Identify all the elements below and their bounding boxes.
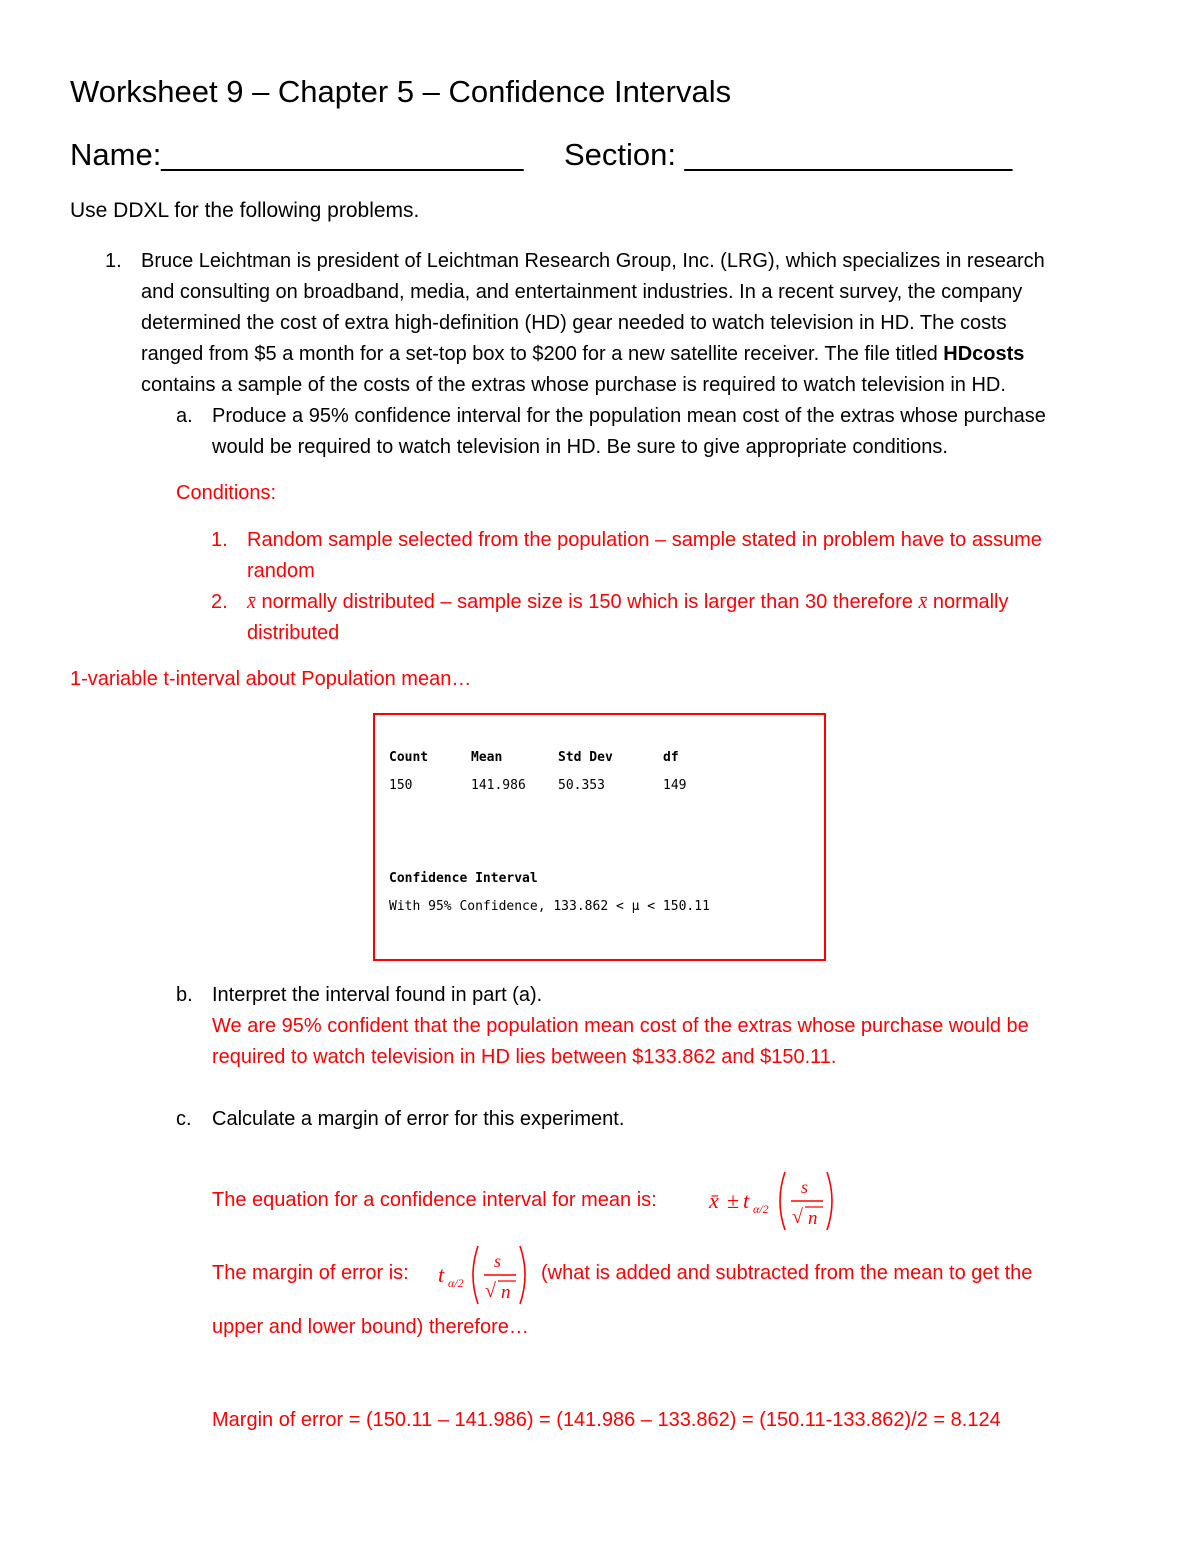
ci-equation-text: The equation for a confidence interval for mean is: xyxy=(212,1189,657,1211)
xbar-symbol: x̄ xyxy=(918,591,928,613)
problem-text-line-4-plain: ranged from $5 a month for a set-top box to $200 for a new satellite receiver. The file titled xyxy=(141,343,944,365)
condition-1-line-2: random xyxy=(247,560,315,582)
ci-formula xyxy=(705,1166,845,1236)
t-interval-heading: 1-variable t-interval about Population mean… xyxy=(70,668,472,690)
value-df: 149 xyxy=(663,778,687,793)
left-paren xyxy=(780,1172,785,1230)
formula-sqrt: √ xyxy=(485,1280,496,1302)
conditions-heading: Conditions: xyxy=(176,482,277,504)
condition-2-text-a: normally distributed – sample size is 150 which is larger than 30 therefore xyxy=(261,591,913,613)
value-mean: 141.986 xyxy=(471,778,526,793)
header-count: Count xyxy=(389,750,429,765)
value-std-dev: 50.353 xyxy=(558,778,605,793)
moe-text: The margin of error is: xyxy=(212,1262,409,1284)
part-b-answer-line-2: required to watch television in HD lies between $133.862 and $150.11. xyxy=(212,1046,837,1068)
file-name: HDcosts xyxy=(943,343,1025,365)
value-count: 150 xyxy=(389,778,413,793)
moe-note-line-2: upper and lower bound) therefore… xyxy=(212,1316,529,1338)
header-df: df xyxy=(663,750,679,765)
moe-formula xyxy=(432,1240,532,1310)
moe-final: Margin of error = (150.11 – 141.986) = (141.986 – 133.862) = (150.11-133.862)/2 = 8.124 xyxy=(212,1409,1001,1431)
part-b-question: Interpret the interval found in part (a). xyxy=(212,984,543,1006)
part-c-letter: c. xyxy=(176,1108,192,1130)
formula-sqrt: √ xyxy=(792,1206,803,1228)
formula-n: n xyxy=(808,1208,818,1229)
part-a-line-1: Produce a 95% confidence interval for the population mean cost of the extras whose purchase xyxy=(212,405,1046,427)
condition-2-line-2: distributed xyxy=(247,622,340,644)
moe-note: (what is added and subtracted from the mean to get the xyxy=(541,1262,1033,1284)
condition-1-line-1: Random sample selected from the population – sample stated in problem have to assume xyxy=(247,529,1042,551)
formula-xbar: x̄ xyxy=(709,1188,719,1213)
part-a-line-2: would be required to watch television in HD. Be sure to give appropriate conditions. xyxy=(212,436,948,458)
condition-2-text-b: normally xyxy=(932,591,1009,613)
formula-subscript: α/2 xyxy=(753,1202,769,1216)
page-title: Worksheet 9 – Chapter 5 – Confidence Intervals xyxy=(70,74,732,109)
problem-text-line-1: Bruce Leichtman is president of Leichtman Research Group, Inc. (LRG), which specializes in research xyxy=(141,250,1045,272)
formula-pm: ± xyxy=(727,1188,740,1213)
ddxl-output-box xyxy=(373,713,826,961)
right-paren xyxy=(520,1246,525,1304)
problem-text-line-3: determined the cost of extra high-definition (HD) gear needed to watch television in HD. The costs xyxy=(141,312,1007,334)
ci-heading: Confidence Interval xyxy=(389,871,538,886)
formula-n: n xyxy=(501,1282,511,1303)
section-field-label: Section: ___________________ xyxy=(564,137,1013,172)
ci-result: With 95% Confidence, 133.862 < μ < 150.11 xyxy=(389,899,710,914)
problem-text-line-2: and consulting on broadband, media, and entertainment industries. In a recent survey, the company xyxy=(141,281,1023,303)
formula-subscript: α/2 xyxy=(448,1276,464,1290)
left-paren xyxy=(473,1246,478,1304)
intro-text: Use DDXL for the following problems. xyxy=(70,199,420,222)
condition-1-number: 1. xyxy=(211,529,228,551)
formula-s: s xyxy=(801,1177,809,1197)
formula-s: s xyxy=(494,1251,502,1271)
part-a-letter: a. xyxy=(176,405,193,427)
problem-text-line-4 xyxy=(141,339,1024,370)
header-std-dev: Std Dev xyxy=(558,750,613,765)
part-b-letter: b. xyxy=(176,984,193,1006)
formula-t: t xyxy=(743,1188,750,1213)
header-mean: Mean xyxy=(471,750,503,765)
condition-2-line-1 xyxy=(247,587,1008,618)
condition-2-number: 2. xyxy=(211,591,228,613)
problem-number: 1. xyxy=(105,250,122,272)
part-c-question: Calculate a margin of error for this experiment. xyxy=(212,1108,625,1130)
name-field-label: Name:_____________________ xyxy=(70,137,524,172)
problem-text-line-5: contains a sample of the costs of the extras whose purchase is required to watch television in HD. xyxy=(141,374,1006,396)
xbar-symbol: x̄ xyxy=(247,591,256,613)
formula-t: t xyxy=(438,1262,445,1287)
part-b-answer-line-1: We are 95% confident that the population mean cost of the extras whose purchase would be xyxy=(212,1015,1029,1037)
right-paren xyxy=(827,1172,832,1230)
